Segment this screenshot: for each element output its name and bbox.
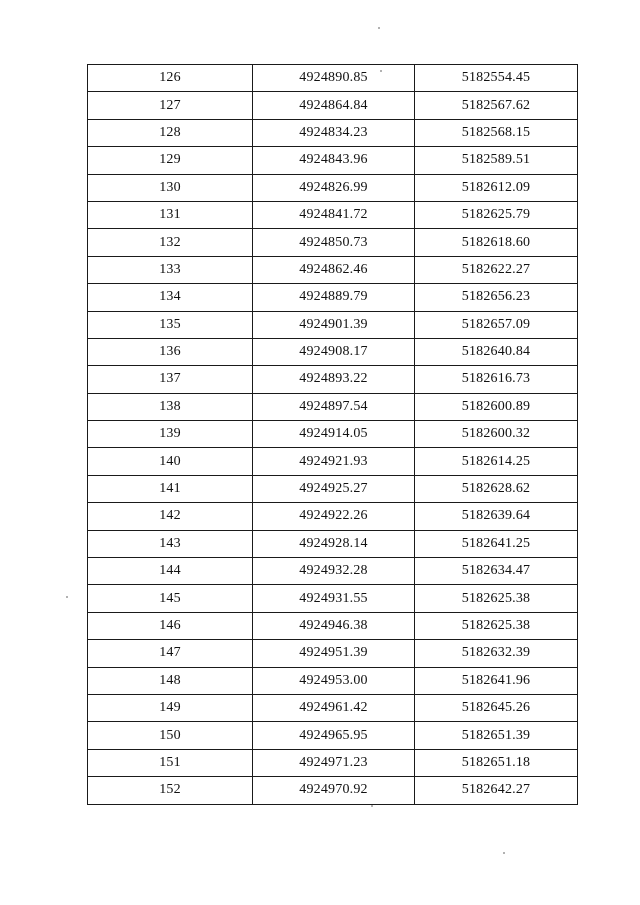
point-number-cell: 146	[88, 612, 253, 639]
point-number-cell: 142	[88, 503, 253, 530]
point-number-cell: 139	[88, 421, 253, 448]
point-number-cell: 132	[88, 229, 253, 256]
point-number-cell: 140	[88, 448, 253, 475]
table-row	[88, 147, 578, 174]
y-coordinate-cell: 5182622.27	[415, 256, 578, 283]
x-coordinate-cell: 4924965.95	[253, 722, 415, 749]
y-coordinate-cell: 5182616.73	[415, 366, 578, 393]
x-coordinate-cell: 4924971.23	[253, 749, 415, 776]
x-coordinate-cell: 4924970.92	[253, 777, 415, 804]
y-coordinate-cell: 5182642.27	[415, 777, 578, 804]
scan-speck	[378, 27, 380, 29]
table-row	[88, 475, 578, 502]
point-number-cell: 138	[88, 393, 253, 420]
y-coordinate-cell: 5182568.15	[415, 119, 578, 146]
x-coordinate-cell: 4924850.73	[253, 229, 415, 256]
point-number-cell: 145	[88, 585, 253, 612]
table-row	[88, 366, 578, 393]
x-coordinate-cell: 4924862.46	[253, 256, 415, 283]
table-row	[88, 65, 578, 92]
point-number-cell: 141	[88, 475, 253, 502]
point-number-cell: 152	[88, 777, 253, 804]
x-coordinate-cell: 4924843.96	[253, 147, 415, 174]
point-number-cell: 144	[88, 558, 253, 585]
point-number-cell: 136	[88, 338, 253, 365]
table-row	[88, 256, 578, 283]
table-row	[88, 421, 578, 448]
point-number-cell: 137	[88, 366, 253, 393]
x-coordinate-cell: 4924928.14	[253, 530, 415, 557]
x-coordinate-cell: 4924914.05	[253, 421, 415, 448]
table-row	[88, 503, 578, 530]
table-row	[88, 284, 578, 311]
point-number-cell: 128	[88, 119, 253, 146]
x-coordinate-cell: 4924890.85	[253, 65, 415, 92]
y-coordinate-cell: 5182614.25	[415, 448, 578, 475]
table-row	[88, 777, 578, 804]
point-number-cell: 129	[88, 147, 253, 174]
point-number-cell: 127	[88, 92, 253, 119]
x-coordinate-cell: 4924834.23	[253, 119, 415, 146]
table-row	[88, 640, 578, 667]
point-number-cell: 130	[88, 174, 253, 201]
x-coordinate-cell: 4924922.26	[253, 503, 415, 530]
point-number-cell: 148	[88, 667, 253, 694]
table-row	[88, 92, 578, 119]
table-row	[88, 667, 578, 694]
scan-speck	[380, 70, 382, 72]
x-coordinate-cell: 4924897.54	[253, 393, 415, 420]
table-row	[88, 694, 578, 721]
y-coordinate-cell: 5182632.39	[415, 640, 578, 667]
point-number-cell: 150	[88, 722, 253, 749]
y-coordinate-cell: 5182612.09	[415, 174, 578, 201]
x-coordinate-cell: 4924826.99	[253, 174, 415, 201]
y-coordinate-cell: 5182600.89	[415, 393, 578, 420]
x-coordinate-cell: 4924951.39	[253, 640, 415, 667]
table-row	[88, 119, 578, 146]
table-row	[88, 448, 578, 475]
y-coordinate-cell: 5182641.96	[415, 667, 578, 694]
table-row	[88, 530, 578, 557]
point-number-cell: 143	[88, 530, 253, 557]
table-row	[88, 201, 578, 228]
point-number-cell: 133	[88, 256, 253, 283]
y-coordinate-cell: 5182640.84	[415, 338, 578, 365]
point-number-cell: 149	[88, 694, 253, 721]
y-coordinate-cell: 5182625.79	[415, 201, 578, 228]
coordinates-table-body	[88, 65, 578, 805]
scan-speck	[371, 805, 373, 807]
y-coordinate-cell: 5182651.18	[415, 749, 578, 776]
y-coordinate-cell: 5182625.38	[415, 585, 578, 612]
x-coordinate-cell: 4924921.93	[253, 448, 415, 475]
y-coordinate-cell: 5182625.38	[415, 612, 578, 639]
y-coordinate-cell: 5182628.62	[415, 475, 578, 502]
y-coordinate-cell: 5182589.51	[415, 147, 578, 174]
point-number-cell: 151	[88, 749, 253, 776]
x-coordinate-cell: 4924901.39	[253, 311, 415, 338]
y-coordinate-cell: 5182567.62	[415, 92, 578, 119]
point-number-cell: 126	[88, 65, 253, 92]
table-row	[88, 585, 578, 612]
point-number-cell: 134	[88, 284, 253, 311]
y-coordinate-cell: 5182618.60	[415, 229, 578, 256]
y-coordinate-cell: 5182600.32	[415, 421, 578, 448]
table-row	[88, 311, 578, 338]
table-row	[88, 612, 578, 639]
x-coordinate-cell: 4924864.84	[253, 92, 415, 119]
x-coordinate-cell: 4924961.42	[253, 694, 415, 721]
x-coordinate-cell: 4924893.22	[253, 366, 415, 393]
x-coordinate-cell: 4924889.79	[253, 284, 415, 311]
y-coordinate-cell: 5182645.26	[415, 694, 578, 721]
x-coordinate-cell: 4924932.28	[253, 558, 415, 585]
x-coordinate-cell: 4924925.27	[253, 475, 415, 502]
table-row	[88, 174, 578, 201]
table-row	[88, 722, 578, 749]
table-row	[88, 338, 578, 365]
y-coordinate-cell: 5182657.09	[415, 311, 578, 338]
point-number-cell: 147	[88, 640, 253, 667]
y-coordinate-cell: 5182639.64	[415, 503, 578, 530]
x-coordinate-cell: 4924953.00	[253, 667, 415, 694]
coordinates-table	[87, 64, 578, 805]
x-coordinate-cell: 4924908.17	[253, 338, 415, 365]
point-number-cell: 131	[88, 201, 253, 228]
y-coordinate-cell: 5182554.45	[415, 65, 578, 92]
point-number-cell: 135	[88, 311, 253, 338]
y-coordinate-cell: 5182651.39	[415, 722, 578, 749]
table-row	[88, 393, 578, 420]
scan-speck	[503, 852, 505, 854]
x-coordinate-cell: 4924841.72	[253, 201, 415, 228]
table-row	[88, 558, 578, 585]
table-row	[88, 749, 578, 776]
x-coordinate-cell: 4924931.55	[253, 585, 415, 612]
x-coordinate-cell: 4924946.38	[253, 612, 415, 639]
table-row	[88, 229, 578, 256]
scan-speck	[66, 596, 68, 598]
y-coordinate-cell: 5182656.23	[415, 284, 578, 311]
y-coordinate-cell: 5182641.25	[415, 530, 578, 557]
y-coordinate-cell: 5182634.47	[415, 558, 578, 585]
